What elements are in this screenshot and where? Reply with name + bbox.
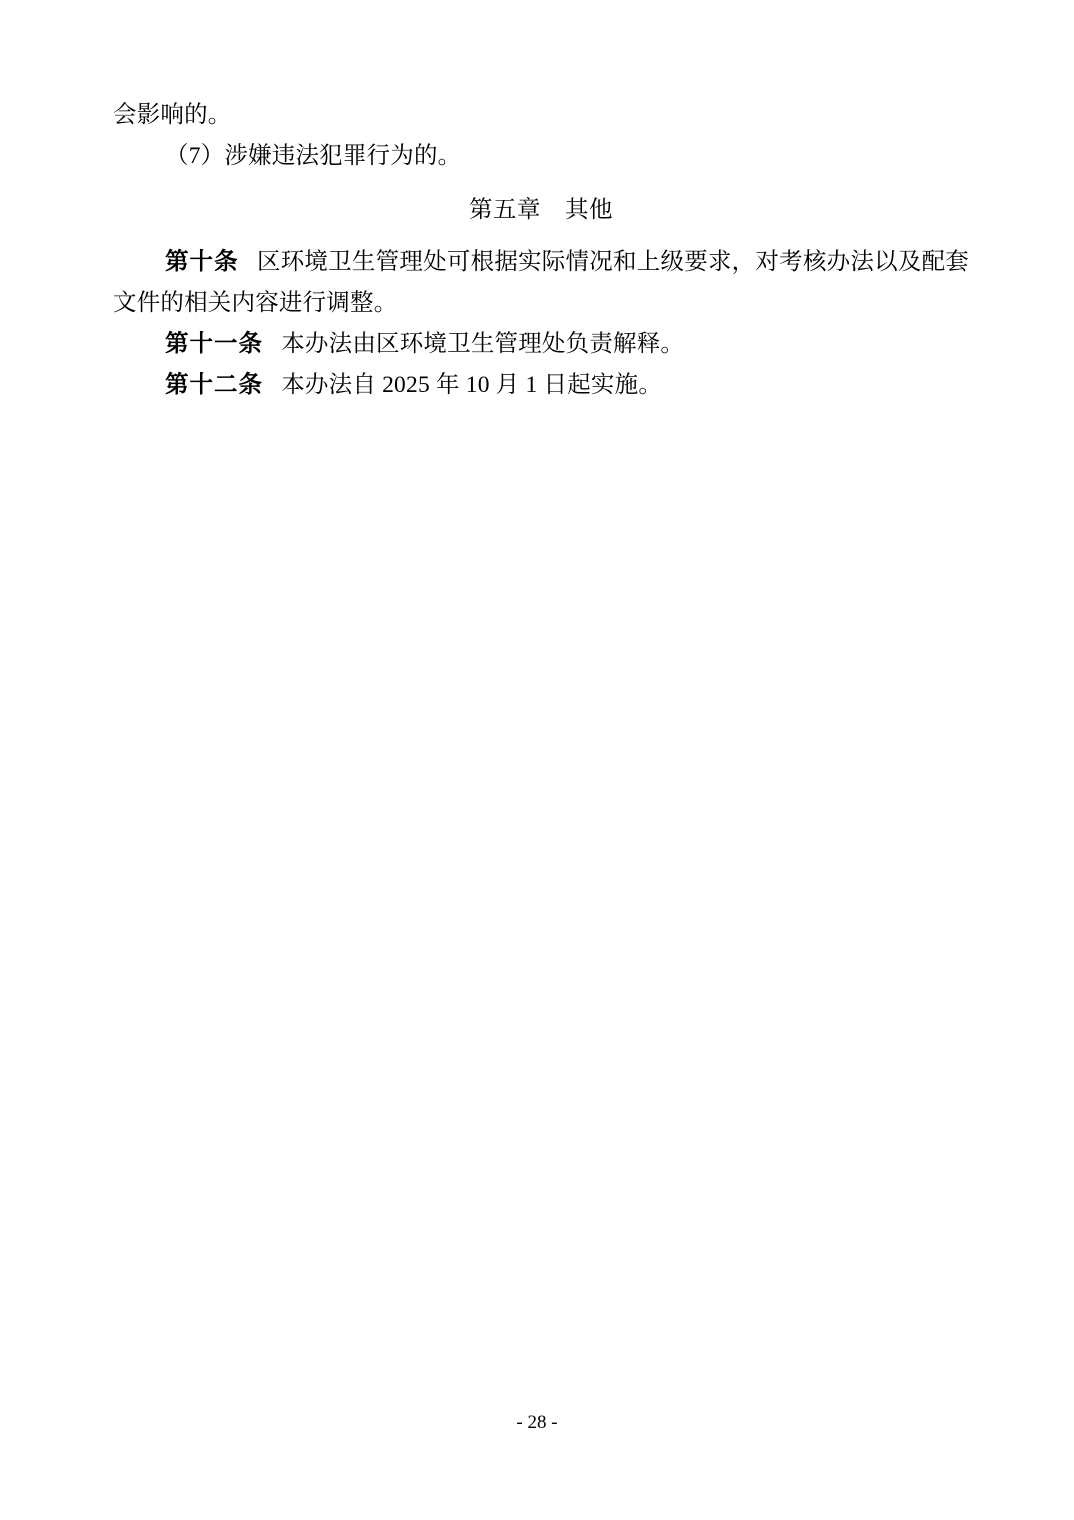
article-12 [113, 365, 969, 406]
article-10-text: 区环境卫生管理处可根据实际情况和上级要求，对考核办法以及配套文件的相关内容进行调整。 [113, 249, 970, 316]
chapter-heading: 第五章 其他 [469, 197, 613, 223]
paragraph-continuation: 会影响的。 [113, 102, 232, 128]
article-12-label: 第十二条 [165, 372, 263, 398]
page-content [113, 95, 969, 406]
article-11 [113, 324, 969, 365]
article-12-text: 本办法自 2025 年 10 月 1 日起实施。 [281, 372, 663, 398]
article-11-text: 本办法由区环境卫生管理处负责解释。 [281, 331, 685, 357]
article-11-label: 第十一条 [165, 331, 263, 357]
list-item-7: （7）涉嫌违法犯罪行为的。 [165, 143, 462, 169]
page-number: - 28 - [516, 1412, 558, 1433]
article-10-label: 第十条 [165, 249, 239, 275]
article-10 [113, 242, 969, 324]
